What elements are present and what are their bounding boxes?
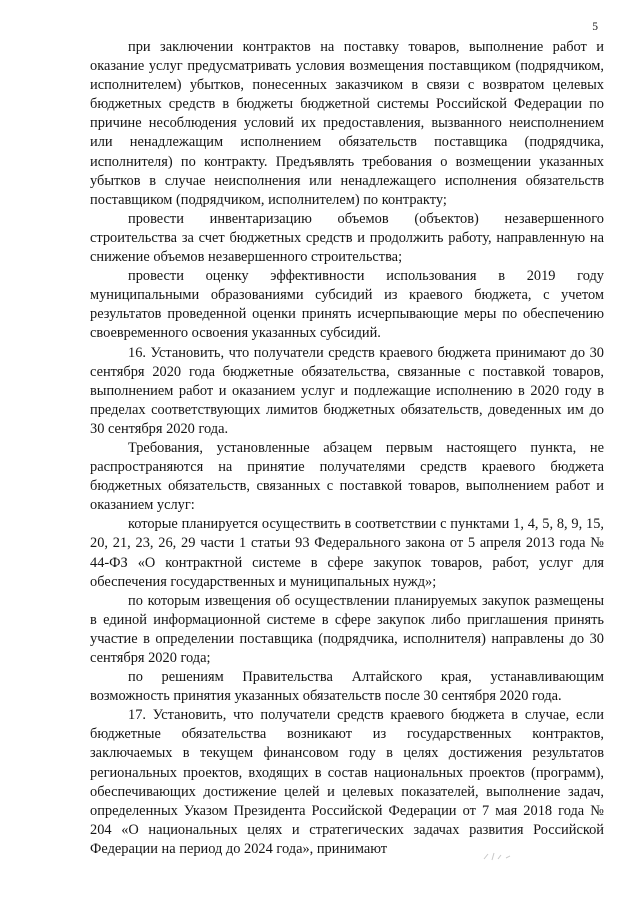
paragraph-item-17: 17. Установить, что получатели средств краевого бюджета в случае, если бюджетные обязательства возникают из государственных контрактов, заключаемых в текущем финансовом году в целях достижения результатов региональных проектов, входящих в состав национальных проектов (программ), обеспечивающих достижение целей и целевых показателей, выполнение задач, определенных Указом Президента Российской Федерации от 7 мая 2018 года № 204 «О национальных целях и стратегических задачах развития Российской Федерации на период до 2024 года», принимают bbox=[90, 707, 604, 857]
document-body bbox=[90, 38, 604, 859]
scan-artifact-mark bbox=[480, 849, 520, 863]
paragraph-exception-notices: по которым извещения об осуществлении планируемых закупок размещены в единой информационной системе в сфере закупок либо приглашения принять участие в определении поставщика (подрядчика, исполнителя) направлены до 30 сентября 2020 года; bbox=[90, 592, 604, 666]
paragraph-contract-terms: при заключении контрактов на поставку товаров, выполнение работ и оказание услуг предусматривать условия возмещения поставщиком (подрядчиком, исполнителем) убытков, понесенных заказчиком в связи с возвратом целевых бюджетных средств в бюджеты бюджетной системы Российской Федерации по причине несоблюдения условий их предоставления, вызванного неисполнением или ненадлежащим исполнением обязательств поставщика (подрядчика, исполнителя) по контракту. Предъявлять требования о возмещении указанных убытков в случае неисполнения или ненадлежащего исполнения обязательств поставщиком (подрядчиком, исполнителем) по контракту; bbox=[90, 39, 604, 208]
paragraph-exception-government-decisions: по решениям Правительства Алтайского края, устанавливающим возможность принятия указанных обязательств после 30 сентября 2020 года. bbox=[90, 669, 604, 705]
page-number: 5 bbox=[592, 21, 598, 33]
paragraph-subsidy-assessment: провести оценку эффективности использования в 2019 году муниципальными образованиями субсидий из краевого бюджета, с учетом результатов проведенной оценки принять исчерпывающие меры по обеспечению своевременного освоения указанных субсидий. bbox=[90, 268, 604, 342]
paragraph-item-16: 16. Установить, что получатели средств краевого бюджета принимают до 30 сентября 2020 года бюджетные обязательства, связанные с поставкой товаров, выполнением работ и оказанием услуг и подлежащие исполнению в 2020 году в пределах соответствующих лимитов бюджетных обязательств, доведенных им до 30 сентября 2020 года. bbox=[90, 344, 604, 437]
paragraph-inventory: провести инвентаризацию объемов (объектов) незавершенного строительства за счет бюджетных средств и продолжить работу, направленную на снижение объемов незавершенного строительства; bbox=[90, 210, 604, 266]
paragraph-exception-law-44fz: которые планируется осуществить в соответствии с пунктами 1, 4, 5, 8, 9, 15, 20, 21, 23, 26, 29 части 1 статьи 93 Федерального закона от 5 апреля 2013 года № 44-ФЗ «О контрактной системе в сфере закупок товаров, работ, услуг для обеспечения государственных и муниципальных нужд»; bbox=[90, 516, 604, 590]
paragraph-requirements-exception: Требования, установленные абзацем первым настоящего пункта, не распространяются на принятие получателями средств краевого бюджета бюджетных обязательств, связанных с поставкой товаров, выполнением работ и оказанием услуг: bbox=[90, 439, 604, 514]
